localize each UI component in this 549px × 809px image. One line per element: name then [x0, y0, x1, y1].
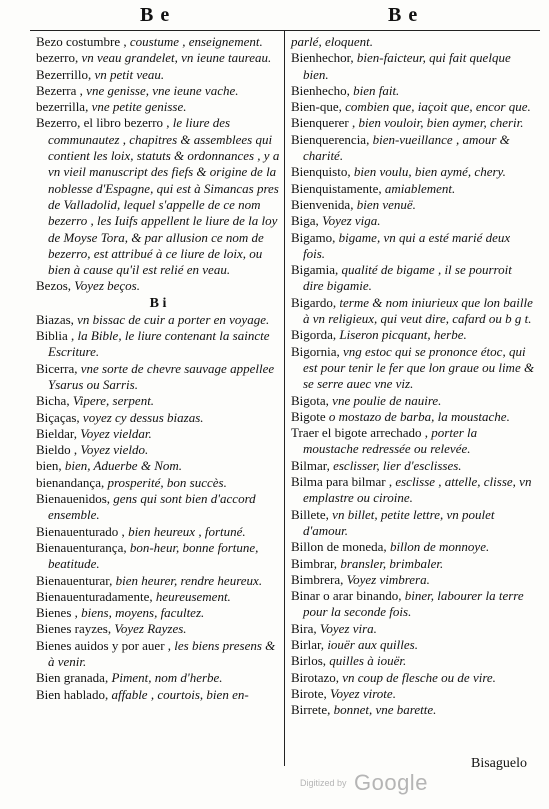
entry-definition: iouër aux quilles. — [327, 636, 418, 652]
watermark-prefix: Digitized by — [300, 778, 347, 788]
entry-headword: Bezerro, el libro bezerro , — [36, 115, 170, 131]
dictionary-entry — [36, 410, 280, 426]
entry-headword: Bigardo, — [291, 294, 337, 310]
entry-definition: bien-vueillance , amour & charité. — [303, 131, 510, 164]
dictionary-entry — [291, 50, 535, 83]
entry-definition: voyez cy dessus biazas. — [82, 409, 204, 425]
entry-definition: qualité de bigame , il se pourroit dire bigamie. — [303, 262, 512, 294]
entry-definition: billon de monnoye. — [389, 539, 490, 555]
entry-definition: bien fait. — [353, 82, 400, 98]
catchword: Bisaguelo — [471, 756, 527, 771]
entry-headword: Bienauenidos, — [36, 491, 111, 507]
entry-definition: esclisse , attelle, clisse, vn emplastre ou ciroine. — [303, 474, 532, 506]
entry-definition: Liseron picquant, herbe. — [339, 327, 467, 343]
entry-headword: Bezos, — [36, 278, 72, 294]
entry-definition: bien-faicteur, qui fait quelque bien. — [303, 50, 511, 82]
entry-headword: Bicha, — [36, 393, 70, 409]
dictionary-entry — [291, 409, 535, 425]
entry-definition: vn petit veau. — [94, 66, 165, 82]
entry-headword: bezerrilla, — [36, 99, 89, 115]
entry-headword: Bienes rayzes, — [36, 621, 112, 637]
dictionary-entry — [36, 115, 280, 278]
entry-definition: porter la moustache redressée ou relevée. — [303, 425, 478, 457]
entry-definition: bigame, vn qui a esté marié deux fois. — [303, 229, 511, 261]
entry-headword: Bimbrar, — [291, 555, 338, 571]
entry-definition: vn veau grandelet, vn ieune taureau. — [81, 50, 272, 66]
entry-definition: la Bible, le liure contenant la saincte Escriture. — [48, 328, 270, 360]
entry-definition: prosperité, bon succès. — [107, 474, 227, 490]
dictionary-entry — [291, 539, 535, 555]
entry-headword: Bezerrillo, — [36, 66, 92, 82]
dictionary-entry — [36, 83, 280, 99]
dictionary-entry — [36, 426, 280, 442]
entry-definition: parlé, eloquent. — [291, 34, 373, 49]
entry-headword: Bienauenturado , — [36, 523, 125, 539]
entry-definition: Voyez beços. — [74, 278, 140, 294]
dictionary-entry — [291, 132, 535, 165]
entry-definition: bien heurer, rendre heureux. — [115, 572, 263, 588]
entry-headword: Billon de moneda, — [291, 539, 387, 555]
entry-headword: Traer el bigote arrechado , — [291, 425, 429, 441]
entry-definition: vn coup de flesche ou de vire. — [342, 669, 496, 685]
entry-headword: Bieldo , — [36, 442, 78, 458]
entry-definition: bien, Aduerbe & Nom. — [64, 458, 182, 474]
entry-headword: Bezerra , — [36, 82, 83, 98]
entry-definition: Voyez vieldar. — [80, 425, 152, 441]
entry-definition: quilles à iouër. — [329, 653, 407, 669]
dictionary-entry — [291, 686, 535, 702]
entry-headword: Bienes auidos y por auer , — [36, 637, 172, 653]
entry-headword: Bienauenturança, — [36, 539, 127, 555]
entry-definition: vn billet, petite lettre, vn poulet d'amour. — [303, 506, 495, 538]
dictionary-entry — [291, 230, 535, 263]
entry-definition: o mostazo de barba, la moustache. — [328, 408, 510, 424]
dictionary-entry — [36, 638, 280, 671]
entry-definition: bien vouloir, bien aymer, cherir. — [358, 115, 524, 131]
left-column — [36, 34, 280, 703]
entry-headword: Bien granada, — [36, 670, 109, 686]
entry-definition: vne genisse, vne ieune vache. — [86, 82, 239, 98]
right-column — [291, 34, 535, 718]
dictionary-entry — [291, 344, 535, 393]
dictionary-entry — [291, 181, 535, 197]
entry-definition: bonnet, vne barette. — [333, 702, 437, 718]
entry-definition: esclisser, lier d'esclisses. — [333, 457, 462, 473]
entry-headword: Biblia , — [36, 328, 75, 344]
entry-definition: vne poulie de nauire. — [332, 392, 442, 408]
dictionary-entry — [291, 653, 535, 669]
dictionary-entry — [36, 278, 280, 294]
entry-headword: Bigornia, — [291, 343, 340, 359]
dictionary-entry — [36, 361, 280, 394]
entry-headword: Binar o arar binando, — [291, 588, 402, 604]
entry-headword: Biçaças, — [36, 409, 80, 425]
dictionary-entry — [36, 621, 280, 637]
entry-headword: Bicerra, — [36, 360, 78, 376]
google-logo: Google — [353, 770, 428, 795]
entry-headword: bien, — [36, 458, 62, 474]
entry-headword: bezerro, — [36, 50, 79, 66]
entry-headword: Biga, — [291, 213, 319, 229]
entry-headword: Bienauenturadamente, — [36, 588, 153, 604]
entry-headword: Bieldar, — [36, 425, 77, 441]
entry-definition: vne petite genisse. — [91, 99, 187, 115]
dictionary-entry — [291, 34, 535, 50]
entry-headword: Bigota, — [291, 392, 329, 408]
entry-definition: bien venuë. — [356, 196, 416, 212]
entry-definition: le liure des communautez , chapitres & assemblees qui contient les loix, statuts & ordonnances , y a vn vieil manuscript des fiefs & origine de la noblesse d'Espagne, qui est à Simancas pres de Valladolid, lequel s'appelle de ce nom bezerro , les Iuifs appellent le liure de la loy de Moyse Tora, & par allusion ce nom de bezerro, est attribué à ce liure de loix, ou bien à cause qu'il est relié en veau. — [48, 115, 280, 278]
entry-definition: biens, moyens, facultez. — [81, 605, 205, 621]
entry-definition: Vipere, serpent. — [72, 393, 155, 409]
entry-definition: vne sorte de chevre sauvage appellee Ysarus ou Sarris. — [48, 360, 275, 392]
dictionary-entry — [291, 556, 535, 572]
dictionary-entry — [291, 507, 535, 540]
entry-headword: bienandança, — [36, 474, 105, 490]
entry-headword: Bienquerer , — [291, 115, 356, 131]
dictionary-entry — [36, 328, 280, 361]
section-head-bi: B i — [149, 295, 167, 311]
entry-definition: bien voulu, bien aymé, chery. — [353, 164, 506, 180]
entry-definition: amiablement. — [384, 180, 456, 196]
dictionary-entry — [291, 83, 535, 99]
dictionary-entry — [36, 50, 280, 66]
header-rule — [30, 30, 540, 31]
dictionary-entry — [36, 442, 280, 458]
entry-definition: heureusement. — [155, 588, 231, 604]
dictionary-entry — [36, 99, 280, 115]
entry-headword: Billete, — [291, 506, 329, 522]
entry-headword: Bigote — [291, 408, 326, 424]
dictionary-entry — [291, 474, 535, 507]
entry-headword: Bigamo, — [291, 229, 336, 245]
entry-headword: Bien hablado, — [36, 686, 109, 702]
entry-definition: gens qui sont bien d'accord ensemble. — [48, 491, 256, 523]
dictionary-entry — [36, 605, 280, 621]
dictionary-entry — [291, 197, 535, 213]
dictionary-entry — [36, 491, 280, 524]
dictionary-entry — [291, 213, 535, 229]
entry-definition: coustume , enseignement. — [129, 34, 263, 49]
entry-definition: Piment, nom d'herbe. — [111, 670, 223, 686]
dictionary-entry — [291, 164, 535, 180]
entry-definition: Voyez vieldo. — [80, 442, 149, 458]
entry-definition: bon-heur, bonne fortune, beatitude. — [48, 539, 259, 572]
dictionary-entry — [36, 540, 280, 573]
entry-headword: Bezo costumbre , — [36, 34, 127, 49]
dictionary-entry — [291, 262, 535, 295]
entry-headword: Bimbrera, — [291, 571, 344, 587]
dictionary-entry — [291, 327, 535, 343]
entry-definition: combien que, iaçoit que, encor que. — [345, 99, 531, 115]
entry-headword: Bigorda, — [291, 327, 337, 343]
entry-definition: terme & nom iniurieux que lon baille à vn religieux, qui veut dire, cafard ou b g t. — [303, 294, 533, 327]
digitized-watermark — [300, 770, 428, 796]
entry-definition: vn bissac de cuir a porter en voyage. — [77, 311, 270, 327]
dictionary-entry — [291, 295, 535, 328]
dictionary-entry — [36, 670, 280, 686]
dictionary-entry — [36, 393, 280, 409]
column-divider — [284, 31, 285, 766]
entry-headword: Bira, — [291, 620, 317, 636]
entry-definition: Voyez viga. — [322, 213, 381, 229]
dictionary-entry — [291, 588, 535, 621]
dictionary-entry — [291, 458, 535, 474]
dictionary-entry — [291, 115, 535, 131]
dictionary-entry — [291, 637, 535, 653]
left-entries-top — [36, 34, 280, 295]
dictionary-entry — [291, 670, 535, 686]
dictionary-entry — [36, 312, 280, 328]
entry-headword: Bienquistamente, — [291, 180, 382, 196]
entry-definition: bien heureux , fortuné. — [128, 523, 246, 539]
dictionary-entry — [36, 458, 280, 474]
entry-headword: Bienvenida, — [291, 196, 354, 212]
entry-headword: Bigamia, — [291, 262, 339, 278]
dictionary-entry — [36, 67, 280, 83]
entry-headword: Bienquerencia, — [291, 131, 370, 147]
dictionary-entry — [36, 524, 280, 540]
entry-definition: biner, labourer la terre pour la seconde fois. — [303, 588, 524, 620]
running-head-right: B e — [388, 4, 419, 26]
entry-definition: les biens presens & à venir. — [48, 637, 276, 669]
dictionary-entry — [36, 687, 280, 703]
entry-headword: Bienquisto, — [291, 164, 351, 180]
entry-headword: Bienes , — [36, 605, 78, 621]
entry-definition: Voyez vira. — [319, 620, 377, 636]
entry-headword: Birote, — [291, 685, 327, 701]
entry-headword: Bien-que, — [291, 99, 342, 115]
entry-definition: Voyez Rayzes. — [114, 621, 187, 637]
dictionary-entry — [291, 702, 535, 718]
entry-headword: Bienhechor, — [291, 50, 354, 66]
entry-headword: Birlar, — [291, 636, 325, 652]
dictionary-entry — [291, 425, 535, 458]
dictionary-entry — [291, 572, 535, 588]
entry-headword: Bilma para bilmar , — [291, 474, 393, 490]
entry-headword: Birlos, — [291, 653, 327, 669]
dictionary-entry — [36, 573, 280, 589]
left-entries-bottom — [36, 312, 280, 703]
dictionary-entry — [291, 621, 535, 637]
right-entries — [291, 34, 535, 718]
entry-definition: vng estoc qui se prononce étoc, qui est pour tenir le fer que lon graue ou lime & se serre auec vne viz. — [303, 343, 535, 392]
dictionary-entry — [291, 99, 535, 115]
dictionary-entry — [291, 393, 535, 409]
entry-headword: Birrete, — [291, 702, 331, 718]
entry-definition: Voyez vimbrera. — [346, 571, 430, 587]
running-head-left: B e — [140, 4, 171, 26]
entry-definition: affable , courtois, bien en- — [111, 686, 249, 702]
entry-headword: Bilmar, — [291, 457, 330, 473]
dictionary-entry — [36, 475, 280, 491]
entry-headword: Biazas, — [36, 311, 74, 327]
entry-definition: Voyez virote. — [330, 685, 396, 701]
entry-headword: Bienhecho, — [291, 82, 350, 98]
dictionary-entry — [36, 34, 280, 50]
entry-definition: bransler, brimbaler. — [340, 555, 444, 571]
entry-headword: Birotazo, — [291, 669, 340, 685]
entry-headword: Bienauenturar, — [36, 572, 113, 588]
dictionary-entry — [36, 589, 280, 605]
